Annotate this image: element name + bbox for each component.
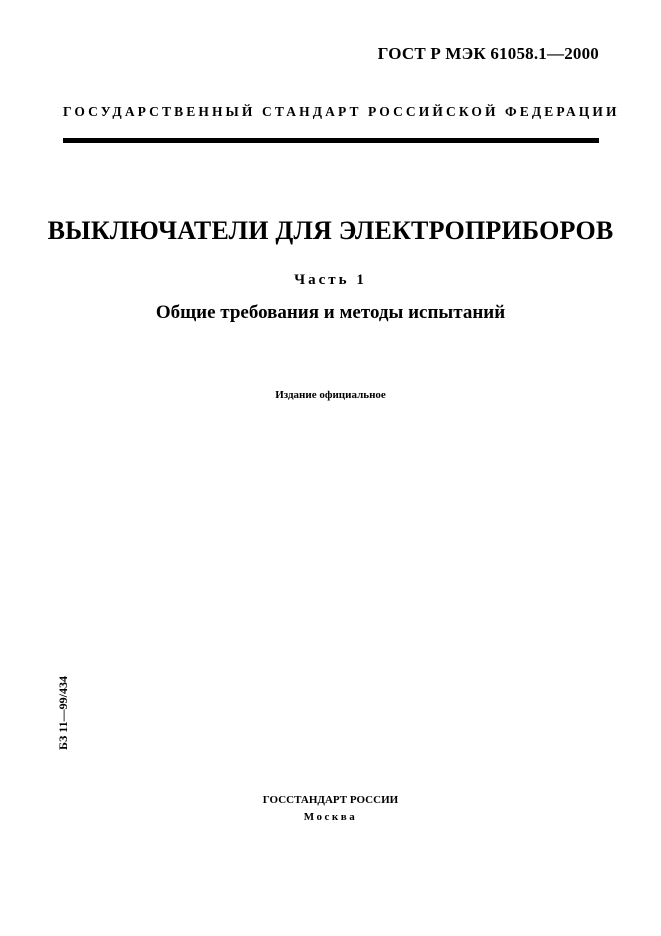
header-rule-divider [63,138,599,143]
document-title: ВЫКЛЮЧАТЕЛИ ДЛЯ ЭЛЕКТРОПРИБОРОВ [47,216,614,245]
state-standard-heading: ГОСУДАРСТВЕННЫЙ СТАНДАРТ РОССИЙСКОЙ ФЕДЕРАЦИИ [63,104,620,119]
edition-label: Издание официальное [275,389,386,401]
document-number: ГОСТ Р МЭК 61058.1—2000 [377,44,599,63]
part-label: Часть 1 [294,272,367,288]
publisher-name: ГОССТАНДАРТ РОССИИ [262,794,399,806]
document-subtitle: Общие требования и методы испытаний [155,302,506,323]
side-catalog-code: БЗ 11—99/434 [56,676,70,750]
publisher-city: Москва [303,811,358,823]
